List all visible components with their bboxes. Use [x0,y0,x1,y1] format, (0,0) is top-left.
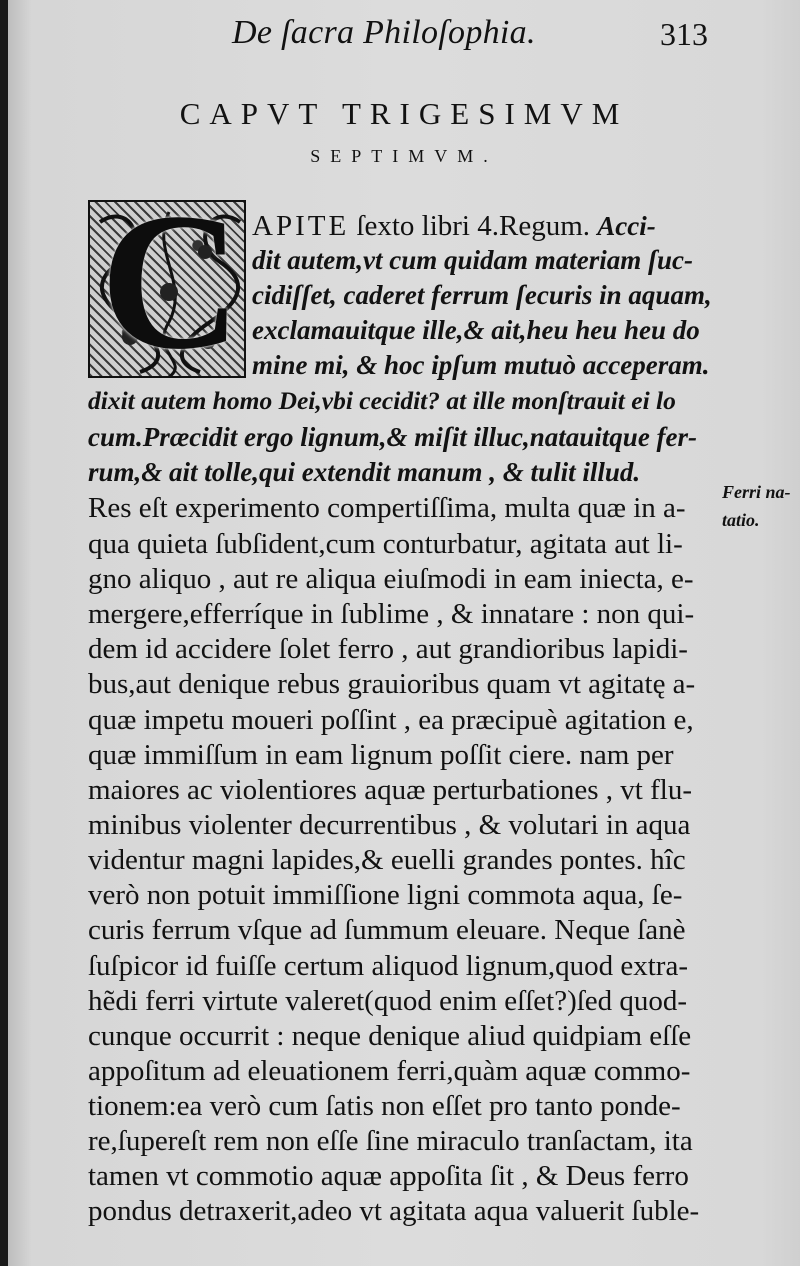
book-page [8,0,800,1266]
marginal-note-line-1: Ferri na- [722,482,791,502]
text-line-9: Res eſt experimento compertiſſima, multa quæ in a- [88,492,686,524]
text-line-24: cunque occurrit : neque denique aliud quidpiam eſſe [88,1020,692,1052]
text-line-1 [252,212,656,241]
text-line-8: rum,& ait tolle,qui extendit manum , & tulit illud. [88,457,641,487]
text-line-20: verò non potuit immiſſione ligni commota aqua, ſe- [88,879,683,911]
text-line-10: qua quieta ſubſident,cum conturbatur, agitata aut li- [88,528,683,560]
text-line-18: minibus violenter decurrentibus , & volutari in aqua [88,809,691,841]
text-line-29: pondus detraxerit,adeo vt agitata aqua valuerit ſuble- [88,1195,700,1227]
ornamental-initial-icon [88,200,246,378]
marginal-note [722,478,791,534]
text-line-16: quæ immiſſum in eam lignum poſſit ciere. nam per [88,739,674,771]
text-line-2: dit autem,vt cum quidam materiam ſuc- [252,245,693,275]
drop-cap-letter: C [100,200,242,378]
chapter-subtitle: SEPTIMVM. [310,146,498,166]
text-line-17: maiores ac violentiores aquæ perturbationes , vt flu- [88,774,692,806]
text-line-1-rest: ſexto libri 4.Regum. [356,210,591,242]
text-line-15: quæ impetu moueri poſſint , ea præcipuè agitation e, [88,704,694,736]
page-number: 313 [660,16,708,52]
text-line-23: hẽdi ferri virtute valeret(quod enim eſſet?)ſed quod- [88,985,688,1017]
text-line-25: appoſitum ad eleuationem ferri,quàm aquæ commo- [88,1055,691,1087]
text-line-12: mergere,efferríque in ſublime , & innatare : non qui- [88,598,695,630]
chapter-title: CAPVT TRIGESIMVM [179,96,629,131]
text-line-13: dem id accidere ſolet ferro , aut grandioribus lapidi- [88,633,688,665]
text-line-5: mine mi, & hoc ipſum mutuò acceperam. [252,350,710,380]
text-line-28: tamen vt commotio aquæ appoſita ſit , & Deus ferro [88,1160,689,1192]
text-line-1-italic: Acci- [597,211,656,241]
text-line-22: ſuſpicor id fuiſſe certum aliquod lignum,quod extra- [88,950,688,982]
text-line-11: gno aliquo , aut re aliqua eiuſmodi in eam iniecta, e- [88,563,694,595]
text-line-4: exclamauitque ille,& ait,heu heu heu do [252,315,700,345]
text-line-19: videntur magni lapides,& euelli grandes pontes. hîc [88,844,686,876]
text-line-3: cidiſſet, caderet ferrum ſecuris in aquam, [252,280,712,310]
text-line-26: tionem:ea verò cum ſatis non eſſet pro tanto ponde- [88,1090,681,1122]
running-head: De ſacra Philoſophia. [232,14,536,51]
text-line-7: cum.Præcidit ergo lignum,& miſit illuc,natauitque fer- [88,422,698,452]
text-line-27: re,ſupereſt rem non eſſe ſine miraculo tranſactam, ita [88,1125,693,1157]
text-line-14: bus,aut denique rebus grauioribus quam vt agitatę a- [88,668,696,700]
text-line-21: curis ferrum vſque ad ſummum eleuare. Neque ſanè [88,914,686,946]
text-line-6: dixit autem homo Dei,vbi cecidit? at ille monſtrauit ei lo [88,386,676,415]
opening-caps: APITE [252,210,350,242]
marginal-note-line-2: tatio. [722,510,760,530]
